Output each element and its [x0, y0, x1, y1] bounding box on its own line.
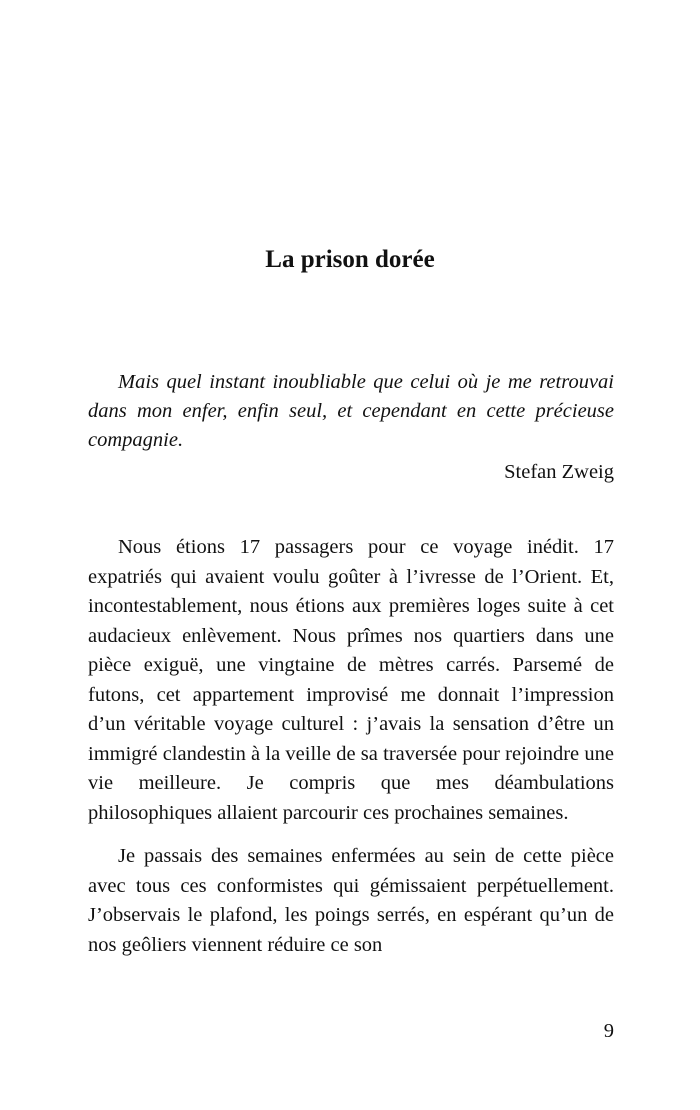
page-number: 9: [603, 1020, 614, 1042]
epigraph-quote: Mais quel instant inoubliable que celui où je me retrouvai dans mon enfer, enfin seul, et cependant en cette précieuse compagnie.: [88, 371, 614, 451]
body-paragraph: Nous étions 17 passagers pour ce voyage inédit. 17 expatriés qui avaient voulu goûter à l’ivresse de l’Orient. Et, incontestablement, nous étions aux premières loges suite à cet audacieux enlèvement. Nous prîmes nos quartiers dans une pièce exiguë, une vingtaine de mètres carrés. Parsemé de futons, cet appartement improvisé me donnait l’impression d’un véritable voyage culturel : j’avais la sensation d’être un immigré clandestin à la veille de sa traversée pour rejoindre une vie meilleure. Je compris que mes déambulations philosophiques allaient parcourir ces prochaines semaines.: [88, 536, 614, 824]
chapter-body: [88, 533, 614, 974]
epigraph-author: Stefan Zweig: [504, 461, 614, 483]
chapter-title: La prison dorée: [265, 246, 435, 273]
body-paragraph: Je passais des semaines enfermées au sein de cette pièce avec tous ces conformistes qui gémissaient perpétuellement. J’observais le plafond, les poings serrés, en espérant qu’un de nos geôliers viennent réduire ce son: [88, 845, 614, 956]
